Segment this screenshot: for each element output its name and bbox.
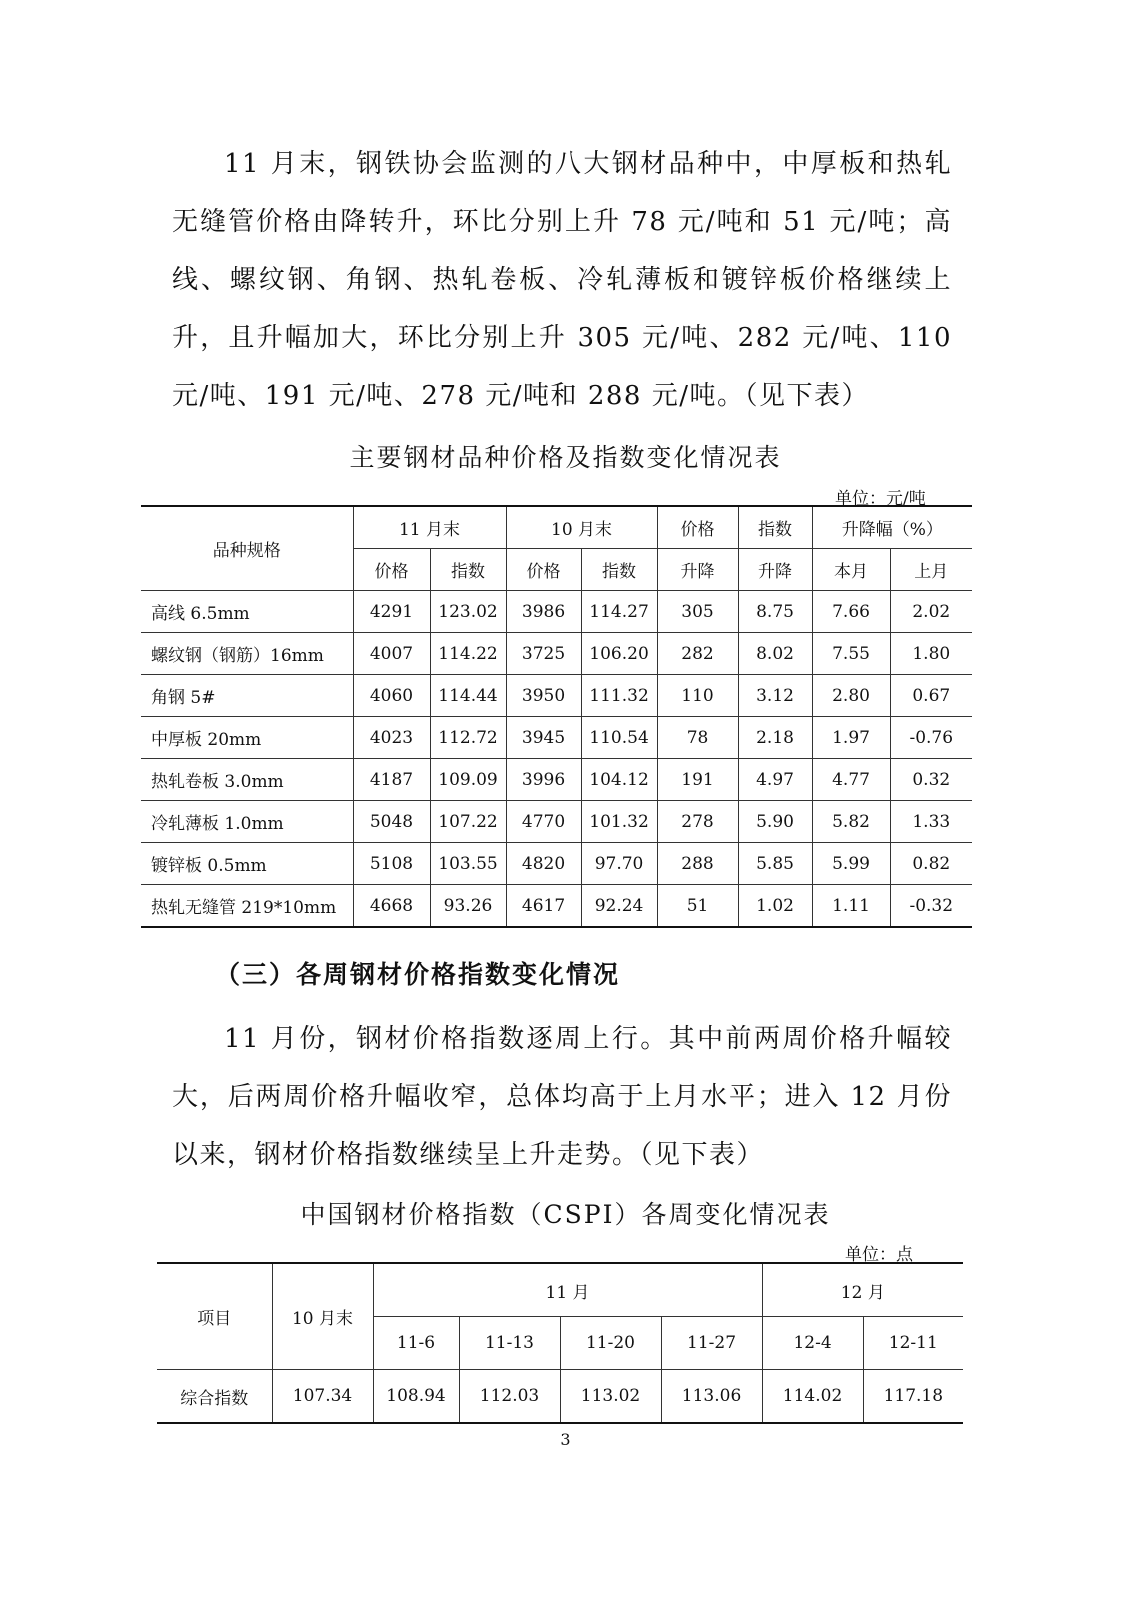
cell: 4617 (506, 885, 581, 928)
table2-title: 中国钢材价格指数（CSPI）各周变化情况表 (300, 1200, 831, 1229)
cell: 93.26 (430, 885, 506, 928)
table-row (141, 633, 972, 675)
cell: 113.02 (560, 1370, 661, 1424)
cell: 4.77 (812, 759, 890, 801)
row-name: 热轧无缝管 219*10mm (141, 885, 353, 928)
cell: 288 (657, 843, 738, 885)
cell: 109.09 (430, 759, 506, 801)
cell: 2.18 (738, 717, 812, 759)
cell: 2.80 (812, 675, 890, 717)
table-row (141, 885, 972, 928)
cell: 51 (657, 885, 738, 928)
header-this-month: 本月 (812, 549, 890, 591)
row-name: 中厚板 20mm (141, 717, 353, 759)
row-name: 热轧卷板 3.0mm (141, 759, 353, 801)
cell: 4770 (506, 801, 581, 843)
table1-title: 主要钢材品种价格及指数变化情况表 (349, 443, 782, 472)
table2-unit: 单位：点 (845, 1245, 913, 1265)
header-item: 项目 (157, 1263, 272, 1370)
cell: 107.22 (430, 801, 506, 843)
row-name: 角钢 5# (141, 675, 353, 717)
table-row (141, 675, 972, 717)
cell: -0.76 (890, 717, 972, 759)
cell: 4820 (506, 843, 581, 885)
header-price-change-2: 升降 (657, 549, 738, 591)
cell: 4060 (353, 675, 430, 717)
cell: 123.02 (430, 591, 506, 633)
cell: 5108 (353, 843, 430, 885)
paragraph-weekly-summary: 11 月份，钢材价格指数逐周上行。其中前两周价格升幅较大，后两周价格升幅收窄，总体均高于上月水平；进入 12 月份以来，钢材价格指数继续呈上升走势。（见下表） (172, 1024, 952, 1170)
cell: 5048 (353, 801, 430, 843)
cell: 7.55 (812, 633, 890, 675)
row-name: 高线 6.5mm (141, 591, 353, 633)
table-row (141, 591, 972, 633)
cell: 114.02 (762, 1370, 863, 1424)
header-week: 11-20 (560, 1317, 661, 1370)
cell: 5.82 (812, 801, 890, 843)
row-name: 镀锌板 0.5mm (141, 843, 353, 885)
header-week: 11-27 (661, 1317, 762, 1370)
table-row (141, 717, 972, 759)
header-index-change-1: 指数 (738, 506, 812, 549)
cell: 112.72 (430, 717, 506, 759)
header-nov-price: 价格 (353, 549, 430, 591)
cell: 114.27 (581, 591, 657, 633)
cell: 4023 (353, 717, 430, 759)
cell: 3950 (506, 675, 581, 717)
table-row (141, 759, 972, 801)
cell: 114.44 (430, 675, 506, 717)
cell: 1.80 (890, 633, 972, 675)
row-label: 综合指数 (157, 1370, 272, 1424)
cell: 92.24 (581, 885, 657, 928)
header-index-change-2: 升降 (738, 549, 812, 591)
header-week: 11-6 (373, 1317, 459, 1370)
paragraph-price-summary: 11 月末，钢铁协会监测的八大钢材品种中，中厚板和热轧无缝管价格由降转升，环比分别上升 78 元/吨和 51 元/吨；高线、螺纹钢、角钢、热轧卷板、冷轧薄板和镀锌板价格继续上升，且升幅加大，环比分别上升 305 元/吨、282 元/吨、110 元/吨、191 元/吨、278 元/吨和 288 元/吨。（见下表） (172, 149, 952, 411)
header-oct-price: 价格 (506, 549, 581, 591)
cell: 4291 (353, 591, 430, 633)
cell: 3996 (506, 759, 581, 801)
cell: 108.94 (373, 1370, 459, 1424)
cell: 0.32 (890, 759, 972, 801)
cell: 117.18 (863, 1370, 963, 1424)
cell: 1.02 (738, 885, 812, 928)
table1-unit: 单位：元/吨 (835, 489, 926, 509)
header-nov: 11 月末 (353, 506, 506, 549)
header-nov: 11 月 (373, 1263, 762, 1317)
header-oct: 10 月末 (506, 506, 657, 549)
cell: 112.03 (459, 1370, 560, 1424)
cell: 278 (657, 801, 738, 843)
cell: -0.32 (890, 885, 972, 928)
cell: 0.82 (890, 843, 972, 885)
cell: 113.06 (661, 1370, 762, 1424)
cell: 110.54 (581, 717, 657, 759)
cell: 8.02 (738, 633, 812, 675)
cell: 8.75 (738, 591, 812, 633)
cell: 3.12 (738, 675, 812, 717)
cell: 4187 (353, 759, 430, 801)
cell: 78 (657, 717, 738, 759)
cell: 101.32 (581, 801, 657, 843)
steel-price-table (141, 505, 972, 928)
header-week: 11-13 (459, 1317, 560, 1370)
cell: 3725 (506, 633, 581, 675)
cell: 1.33 (890, 801, 972, 843)
cspi-weekly-table (157, 1262, 963, 1424)
row-name: 螺纹钢（钢筋）16mm (141, 633, 353, 675)
cell: 106.20 (581, 633, 657, 675)
table-row (157, 1370, 963, 1424)
header-oct-index: 指数 (581, 549, 657, 591)
page-number: 3 (560, 1430, 571, 1449)
header-nov-index: 指数 (430, 549, 506, 591)
cell: 4.97 (738, 759, 812, 801)
cell: 5.90 (738, 801, 812, 843)
header-dec: 12 月 (762, 1263, 963, 1317)
cell: 305 (657, 591, 738, 633)
header-oct-end: 10 月末 (272, 1263, 373, 1370)
row-name: 冷轧薄板 1.0mm (141, 801, 353, 843)
cell: 1.11 (812, 885, 890, 928)
cell: 114.22 (430, 633, 506, 675)
cell: 3945 (506, 717, 581, 759)
cell: 191 (657, 759, 738, 801)
header-name: 品种规格 (141, 506, 353, 591)
cell: 4007 (353, 633, 430, 675)
cell: 0.67 (890, 675, 972, 717)
table-row (141, 843, 972, 885)
header-pct: 升降幅（%） (812, 506, 972, 549)
cell: 4668 (353, 885, 430, 928)
cell: 282 (657, 633, 738, 675)
cell: 103.55 (430, 843, 506, 885)
cell: 5.85 (738, 843, 812, 885)
cell: 7.66 (812, 591, 890, 633)
header-last-month: 上月 (890, 549, 972, 591)
cell: 5.99 (812, 843, 890, 885)
header-week: 12-4 (762, 1317, 863, 1370)
cell: 110 (657, 675, 738, 717)
cell: 111.32 (581, 675, 657, 717)
cell: 97.70 (581, 843, 657, 885)
header-week: 12-11 (863, 1317, 963, 1370)
table-row (141, 801, 972, 843)
cell: 104.12 (581, 759, 657, 801)
section-heading: （三）各周钢材价格指数变化情况 (215, 960, 621, 989)
cell: 1.97 (812, 717, 890, 759)
cell: 107.34 (272, 1370, 373, 1424)
cell: 2.02 (890, 591, 972, 633)
header-price-change-1: 价格 (657, 506, 738, 549)
cell: 3986 (506, 591, 581, 633)
